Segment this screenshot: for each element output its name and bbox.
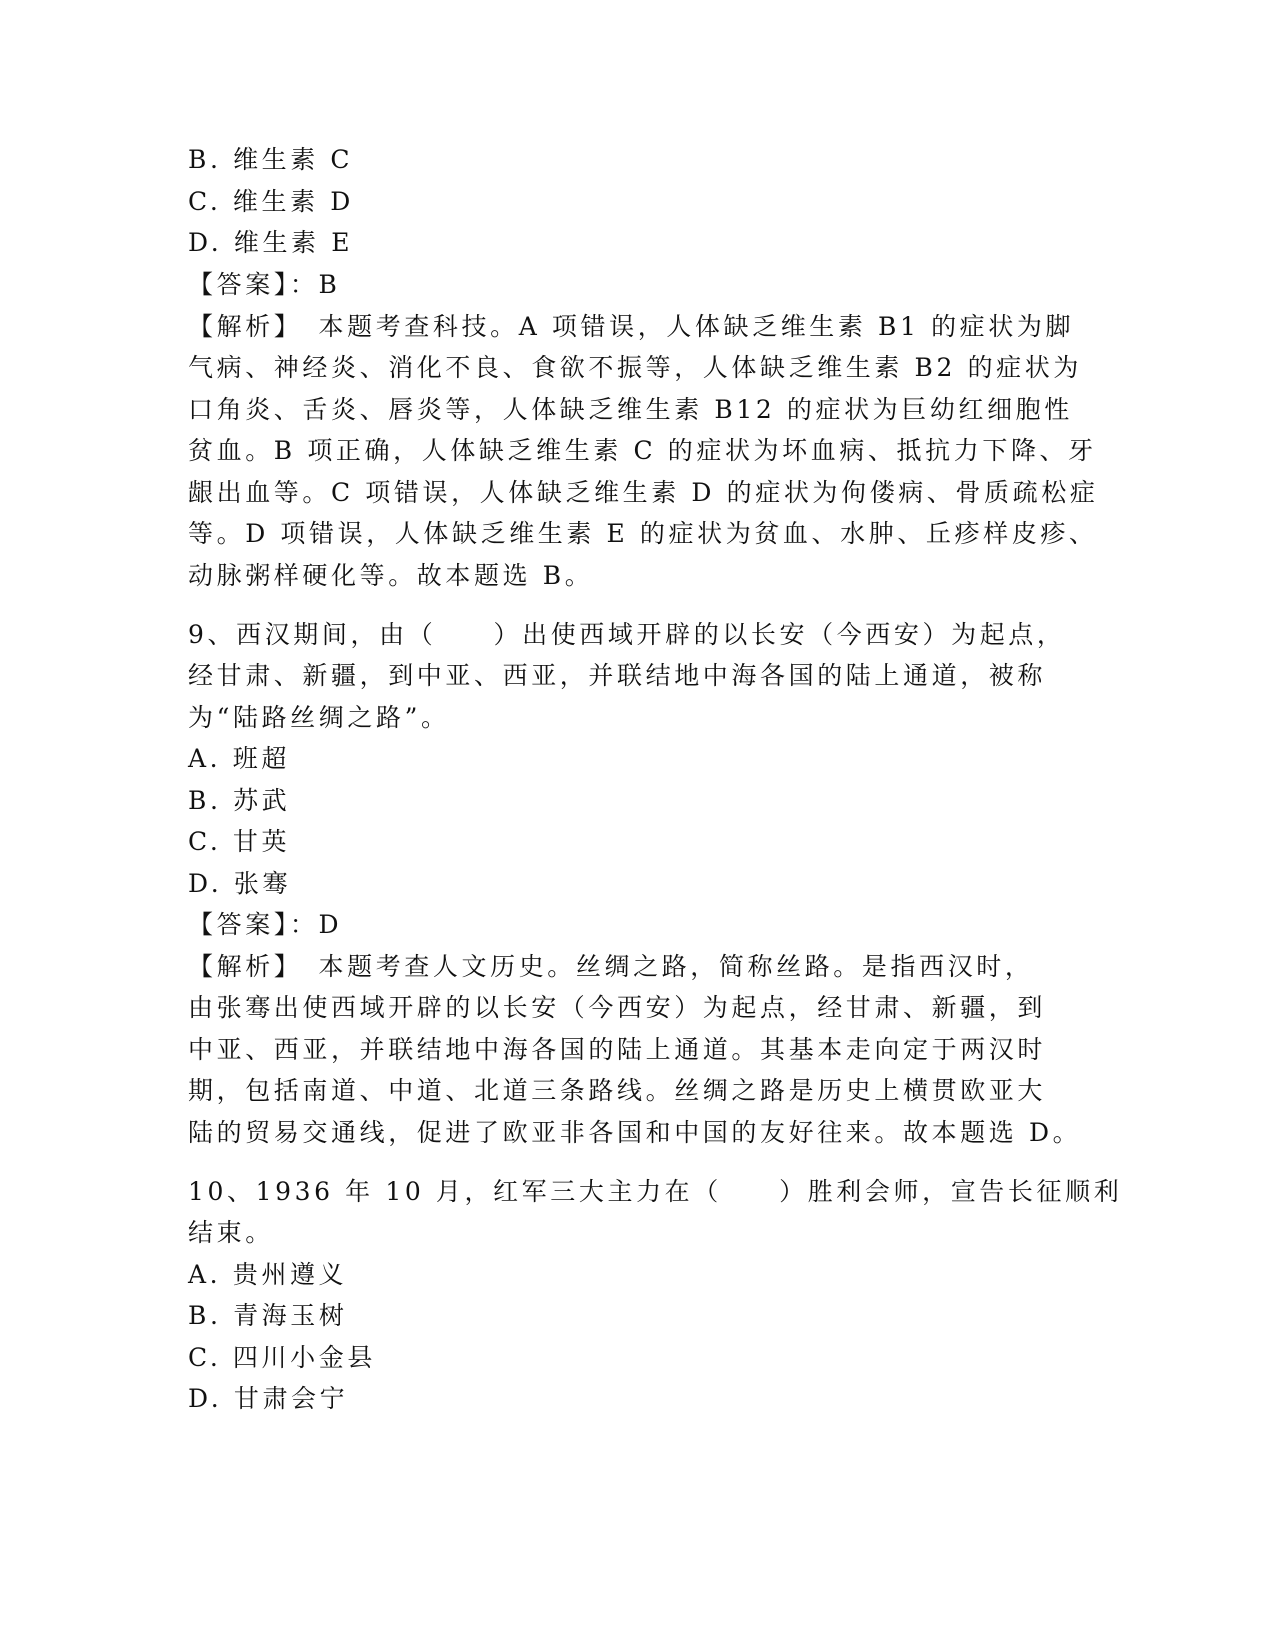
q8-analysis-line: 等。D 项错误，人体缺乏维生素 E 的症状为贫血、水肿、丘疹样皮疹、 — [188, 519, 1098, 548]
q8-option-d: D. 维生素 E — [188, 228, 354, 257]
q8-analysis-line: 龈出血等。C 项错误，人体缺乏维生素 D 的症状为佝偻病、骨质疏松症 — [188, 478, 1099, 507]
q8-analysis-line: 气病、神经炎、消化不良、食欲不振等，人体缺乏维生素 B2 的症状为 — [188, 353, 1082, 382]
q8-analysis-line: 【解析】 本题考查科技。A 项错误，人体缺乏维生素 B1 的症状为脚 — [188, 312, 1075, 341]
q10-option-d: D. 甘肃会宁 — [188, 1384, 349, 1413]
q9-analysis-line: 陆的贸易交通线，促进了欧亚非各国和中国的友好往来。故本题选 D。 — [188, 1118, 1082, 1147]
q8-answer: 【答案】：B — [188, 270, 341, 299]
q8-option-b: B. 维生素 C — [188, 145, 354, 174]
q8-analysis-line: 口角炎、舌炎、唇炎等，人体缺乏维生素 B12 的症状为巨幼红细胞性 — [188, 395, 1073, 424]
q9-option-b: B. 苏武 — [188, 786, 291, 815]
q9-option-a: A. 班超 — [188, 744, 290, 773]
q9-question-line: 9、西汉期间，由（ ）出使西域开辟的以长安（今西安）为起点， — [188, 620, 1066, 649]
q9-option-c: C. 甘英 — [188, 827, 291, 856]
q10-question-line: 10、1936 年 10 月，红军三大主力在（ ）胜利会师，宣告长征顺利 — [188, 1177, 1123, 1206]
q9-analysis-line: 期，包括南道、中道、北道三条路线。丝绸之路是历史上横贯欧亚大 — [188, 1076, 1047, 1105]
q9-option-d: D. 张骞 — [188, 869, 292, 898]
q8-analysis-line: 动脉粥样硬化等。故本题选 B。 — [188, 561, 594, 590]
q9-question-line: 为“陆路丝绸之路”。 — [188, 703, 450, 732]
q10-option-b: B. 青海玉树 — [188, 1301, 348, 1330]
q9-analysis-line: 由张骞出使西域开辟的以长安（今西安）为起点，经甘肃、新疆，到 — [188, 993, 1047, 1022]
q9-analysis-line: 中亚、西亚，并联结地中海各国的陆上通道。其基本走向定于两汉时 — [188, 1035, 1047, 1064]
q10-option-a: A. 贵州遵义 — [188, 1260, 348, 1289]
q9-question-line: 经甘肃、新疆，到中亚、西亚，并联结地中海各国的陆上通道，被称 — [188, 661, 1047, 690]
q9-analysis-line: 【解析】 本题考查人文历史。丝绸之路，简称丝路。是指西汉时， — [188, 952, 1034, 981]
q10-option-c: C. 四川小金县 — [188, 1343, 376, 1372]
q9-answer: 【答案】：D — [188, 910, 343, 939]
q8-option-c: C. 维生素 D — [188, 187, 354, 216]
q8-analysis-line: 贫血。B 项正确，人体缺乏维生素 C 的症状为坏血病、抵抗力下降、牙 — [188, 436, 1097, 465]
q10-question-line: 结束。 — [188, 1218, 274, 1247]
